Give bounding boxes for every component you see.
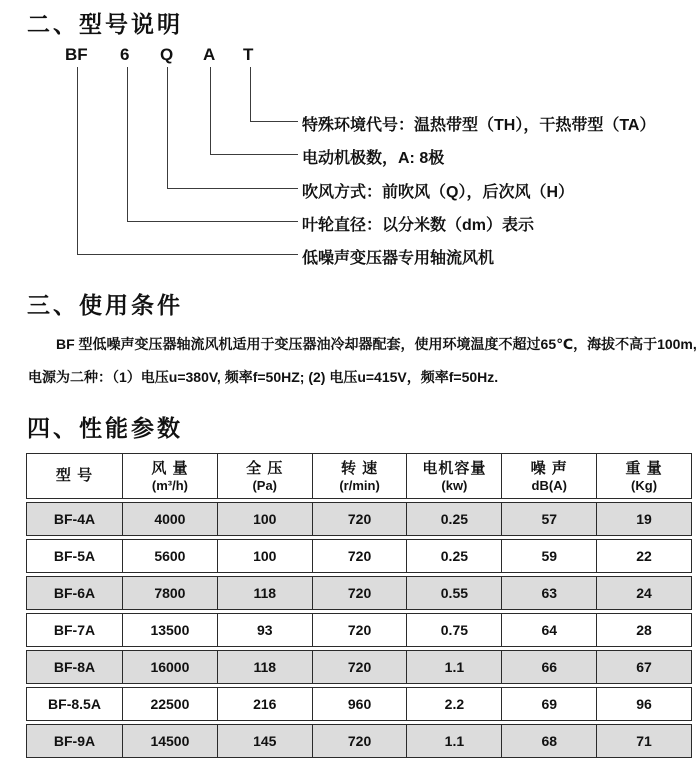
value-cell: 216 bbox=[218, 687, 313, 721]
value-cell: 22 bbox=[597, 539, 692, 573]
value-cell: 69 bbox=[502, 687, 597, 721]
value-cell: 100 bbox=[218, 539, 313, 573]
table-row bbox=[26, 539, 692, 573]
header-label: 风 量 bbox=[151, 459, 189, 477]
table-row bbox=[26, 724, 692, 758]
value-cell: 0.25 bbox=[407, 502, 502, 536]
performance-table-body bbox=[26, 502, 692, 758]
header-unit: (kw) bbox=[441, 477, 468, 493]
value-cell: 67 bbox=[597, 650, 692, 684]
table-row bbox=[26, 576, 692, 610]
value-cell: 0.75 bbox=[407, 613, 502, 647]
value-cell: 71 bbox=[597, 724, 692, 758]
model-cell: BF-5A bbox=[26, 539, 123, 573]
value-cell: 24 bbox=[597, 576, 692, 610]
header-label: 转 速 bbox=[340, 459, 379, 477]
model-code-letter: BF bbox=[65, 45, 88, 64]
value-cell: 22500 bbox=[123, 687, 218, 721]
header-unit: (r/min) bbox=[339, 477, 380, 493]
section-model-title: 二、型号说明 bbox=[27, 11, 183, 37]
value-cell: 720 bbox=[313, 539, 408, 573]
header-label: 重 量 bbox=[625, 459, 663, 477]
table-header-cell bbox=[26, 453, 123, 499]
value-cell: 63 bbox=[502, 576, 597, 610]
model-cell: BF-4A bbox=[26, 502, 123, 536]
header-unit: (Pa) bbox=[252, 477, 278, 493]
table-row bbox=[26, 687, 692, 721]
model-cell: BF-6A bbox=[26, 576, 123, 610]
value-cell: 93 bbox=[218, 613, 313, 647]
section-conditions-title: 三、使用条件 bbox=[27, 292, 183, 318]
value-cell: 5600 bbox=[123, 539, 218, 573]
value-cell: 64 bbox=[502, 613, 597, 647]
performance-table bbox=[26, 453, 692, 758]
value-cell: 1.1 bbox=[407, 724, 502, 758]
value-cell: 720 bbox=[313, 576, 408, 610]
value-cell: 68 bbox=[502, 724, 597, 758]
model-code-diagram bbox=[0, 45, 700, 273]
value-cell: 19 bbox=[597, 502, 692, 536]
value-cell: 100 bbox=[218, 502, 313, 536]
code-annotation: 特殊环境代号：温热带型（TH），干热带型（TA） bbox=[302, 117, 656, 134]
value-cell: 960 bbox=[313, 687, 408, 721]
header-unit: (Kg) bbox=[631, 477, 658, 493]
model-cell: BF-9A bbox=[26, 724, 123, 758]
conditions-paragraph bbox=[28, 328, 697, 394]
header-label: 噪 声 bbox=[530, 459, 568, 477]
value-cell: 720 bbox=[313, 502, 408, 536]
value-cell: 2.2 bbox=[407, 687, 502, 721]
value-cell: 16000 bbox=[123, 650, 218, 684]
model-cell: BF-8.5A bbox=[26, 687, 123, 721]
value-cell: 118 bbox=[218, 576, 313, 610]
table-header-cell bbox=[123, 453, 218, 499]
value-cell: 96 bbox=[597, 687, 692, 721]
value-cell: 720 bbox=[313, 650, 408, 684]
value-cell: 1.1 bbox=[407, 650, 502, 684]
value-cell: 4000 bbox=[123, 502, 218, 536]
value-cell: 59 bbox=[502, 539, 597, 573]
table-header-cell bbox=[218, 453, 313, 499]
table-row bbox=[26, 502, 692, 536]
conditions-line: 电源为二种：（1）电压u=380V, 频率f=50HZ; (2) 电压u=415V，频率f=50Hz. bbox=[28, 369, 499, 385]
table-header-cell bbox=[597, 453, 692, 499]
connector-line bbox=[250, 67, 298, 122]
model-code-letter: 6 bbox=[120, 45, 130, 64]
header-label: 电机容量 bbox=[422, 459, 487, 477]
value-cell: 118 bbox=[218, 650, 313, 684]
model-code-letter: T bbox=[243, 45, 254, 64]
table-row bbox=[26, 613, 692, 647]
value-cell: 14500 bbox=[123, 724, 218, 758]
conditions-line: BF 型低噪声变压器轴流风机适用于变压器油冷却器配套，使用环境温度不超过65℃，海拔不高于100m, bbox=[56, 336, 697, 352]
code-annotation: 吹风方式：前吹风（Q），后次风（H） bbox=[302, 184, 575, 201]
model-code-letter: A bbox=[203, 45, 216, 64]
section-performance-title: 四、性能参数 bbox=[27, 415, 183, 441]
model-cell: BF-8A bbox=[26, 650, 123, 684]
value-cell: 0.55 bbox=[407, 576, 502, 610]
header-unit: dB(A) bbox=[531, 477, 567, 493]
header-label: 型 号 bbox=[55, 467, 94, 484]
table-header-cell bbox=[313, 453, 408, 499]
value-cell: 145 bbox=[218, 724, 313, 758]
table-header-cell bbox=[407, 453, 502, 499]
value-cell: 7800 bbox=[123, 576, 218, 610]
code-annotation: 电动机极数，A: 8极 bbox=[302, 150, 445, 167]
code-annotation: 叶轮直径：以分米数（dm）表示 bbox=[302, 217, 535, 234]
table-row bbox=[26, 650, 692, 684]
value-cell: 57 bbox=[502, 502, 597, 536]
value-cell: 0.25 bbox=[407, 539, 502, 573]
code-annotation: 低噪声变压器专用轴流风机 bbox=[302, 250, 495, 267]
header-unit: (m³/h) bbox=[151, 477, 188, 493]
value-cell: 13500 bbox=[123, 613, 218, 647]
value-cell: 66 bbox=[502, 650, 597, 684]
value-cell: 720 bbox=[313, 613, 408, 647]
value-cell: 28 bbox=[597, 613, 692, 647]
model-code-letter: Q bbox=[160, 45, 174, 64]
performance-table-header-row bbox=[26, 453, 692, 499]
value-cell: 720 bbox=[313, 724, 408, 758]
header-label: 全 压 bbox=[246, 459, 284, 477]
model-cell: BF-7A bbox=[26, 613, 123, 647]
table-header-cell bbox=[502, 453, 597, 499]
